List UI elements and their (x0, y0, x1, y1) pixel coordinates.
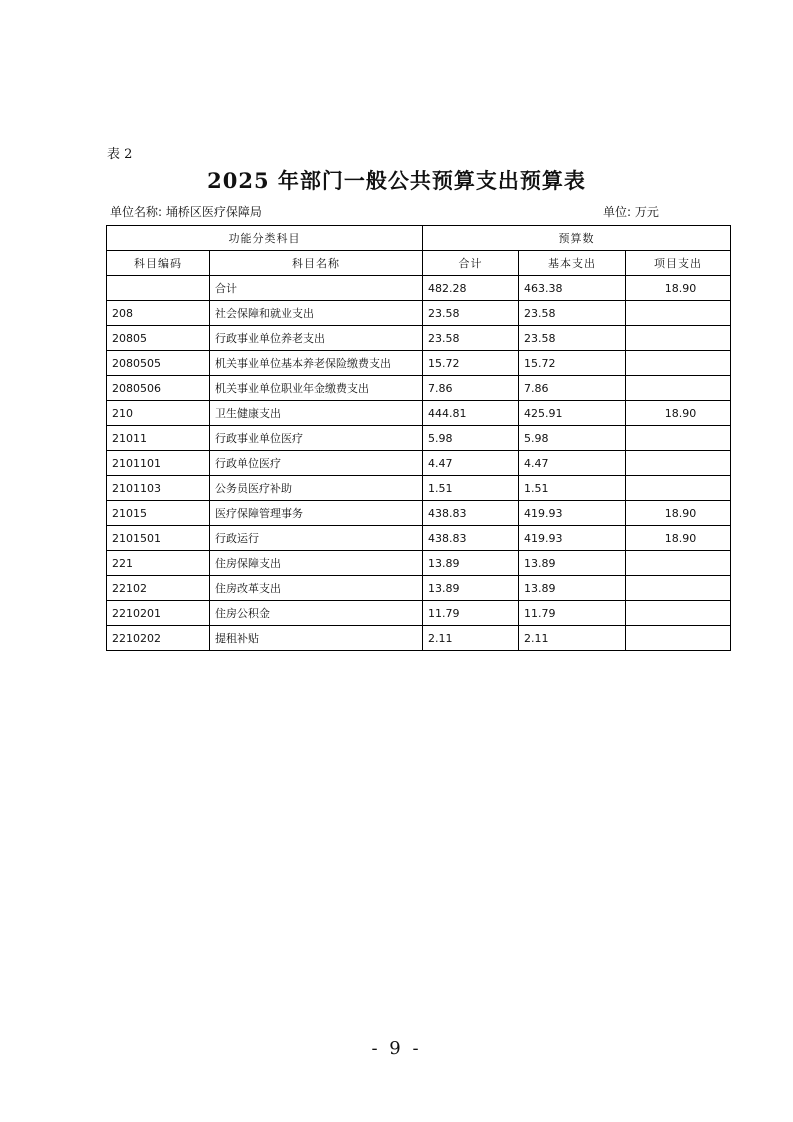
subject-code-cell: 221 (107, 551, 210, 576)
project-expenditure-cell (626, 551, 731, 576)
basic-expenditure-cell: 23.58 (519, 326, 626, 351)
table-row (107, 551, 731, 576)
page-number: - 9 - (371, 1038, 422, 1059)
header-budget-amount: 预算数 (423, 226, 731, 251)
project-expenditure-cell (626, 351, 731, 376)
subject-name-cell: 医疗保障管理事务 (210, 501, 423, 526)
subject-name-cell: 行政运行 (210, 526, 423, 551)
total-cell: 438.83 (423, 526, 519, 551)
basic-expenditure-cell: 15.72 (519, 351, 626, 376)
subject-code-cell: 22102 (107, 576, 210, 601)
project-expenditure-cell: 18.90 (626, 526, 731, 551)
project-expenditure-cell (626, 451, 731, 476)
subject-name-cell: 住房保障支出 (210, 551, 423, 576)
project-expenditure-cell: 18.90 (626, 401, 731, 426)
subject-code-cell: 2210201 (107, 601, 210, 626)
subject-name-cell: 公务员医疗补助 (210, 476, 423, 501)
table-row (107, 576, 731, 601)
table-row (107, 626, 731, 651)
total-cell: 482.28 (423, 276, 519, 301)
subject-name-cell: 合计 (210, 276, 423, 301)
basic-expenditure-cell: 2.11 (519, 626, 626, 651)
subject-name-cell: 机关事业单位职业年金缴费支出 (210, 376, 423, 401)
subject-code-cell: 2210202 (107, 626, 210, 651)
basic-expenditure-cell: 463.38 (519, 276, 626, 301)
subject-code-cell (107, 276, 210, 301)
table-subheader-row (107, 251, 731, 276)
total-cell: 11.79 (423, 601, 519, 626)
project-expenditure-cell (626, 476, 731, 501)
subject-name-cell: 机关事业单位基本养老保险缴费支出 (210, 351, 423, 376)
total-cell: 7.86 (423, 376, 519, 401)
unit-name-label: 单位名称: 埇桥区医疗保障局 (110, 205, 262, 219)
table-label: 表 2 (107, 147, 133, 162)
subject-name-cell: 社会保障和就业支出 (210, 301, 423, 326)
total-cell: 2.11 (423, 626, 519, 651)
basic-expenditure-cell: 13.89 (519, 551, 626, 576)
table-row (107, 601, 731, 626)
currency-unit-label: 单位: 万元 (603, 205, 659, 219)
subject-code-cell: 2080505 (107, 351, 210, 376)
table-row (107, 301, 731, 326)
total-cell: 444.81 (423, 401, 519, 426)
total-cell: 13.89 (423, 576, 519, 601)
table-row (107, 526, 731, 551)
header-basic-expenditure: 基本支出 (519, 251, 626, 276)
subject-code-cell: 21011 (107, 426, 210, 451)
basic-expenditure-cell: 425.91 (519, 401, 626, 426)
header-subject-name: 科目名称 (210, 251, 423, 276)
total-cell: 438.83 (423, 501, 519, 526)
basic-expenditure-cell: 23.58 (519, 301, 626, 326)
header-functional-category: 功能分类科目 (107, 226, 423, 251)
subject-code-cell: 2101501 (107, 526, 210, 551)
subject-name-cell: 行政单位医疗 (210, 451, 423, 476)
table-row (107, 326, 731, 351)
table-row (107, 276, 731, 301)
basic-expenditure-cell: 419.93 (519, 526, 626, 551)
project-expenditure-cell (626, 426, 731, 451)
subject-code-cell: 20805 (107, 326, 210, 351)
total-cell: 5.98 (423, 426, 519, 451)
header-total: 合计 (423, 251, 519, 276)
subject-name-cell: 行政事业单位医疗 (210, 426, 423, 451)
table-row (107, 451, 731, 476)
basic-expenditure-cell: 7.86 (519, 376, 626, 401)
total-cell: 1.51 (423, 476, 519, 501)
basic-expenditure-cell: 419.93 (519, 501, 626, 526)
basic-expenditure-cell: 5.98 (519, 426, 626, 451)
total-cell: 4.47 (423, 451, 519, 476)
page-title: 2025 年部门一般公共预算支出预算表 (207, 168, 586, 193)
table-body (107, 276, 731, 651)
subject-name-cell: 住房改革支出 (210, 576, 423, 601)
subject-code-cell: 21015 (107, 501, 210, 526)
subject-name-cell: 住房公积金 (210, 601, 423, 626)
project-expenditure-cell (626, 326, 731, 351)
header-subject-code: 科目编码 (107, 251, 210, 276)
subject-code-cell: 2080506 (107, 376, 210, 401)
basic-expenditure-cell: 1.51 (519, 476, 626, 501)
basic-expenditure-cell: 4.47 (519, 451, 626, 476)
table-row (107, 376, 731, 401)
table-row (107, 351, 731, 376)
basic-expenditure-cell: 13.89 (519, 576, 626, 601)
subject-code-cell: 2101103 (107, 476, 210, 501)
project-expenditure-cell (626, 601, 731, 626)
total-cell: 23.58 (423, 301, 519, 326)
project-expenditure-cell (626, 301, 731, 326)
subject-code-cell: 208 (107, 301, 210, 326)
table-row (107, 401, 731, 426)
table-row (107, 501, 731, 526)
table-row (107, 426, 731, 451)
table-header-row (107, 226, 731, 251)
project-expenditure-cell (626, 376, 731, 401)
table-row (107, 476, 731, 501)
subject-name-cell: 提租补贴 (210, 626, 423, 651)
project-expenditure-cell (626, 626, 731, 651)
budget-table (106, 225, 731, 651)
project-expenditure-cell (626, 576, 731, 601)
project-expenditure-cell: 18.90 (626, 501, 731, 526)
header-project-expenditure: 项目支出 (626, 251, 731, 276)
subject-name-cell: 行政事业单位养老支出 (210, 326, 423, 351)
total-cell: 13.89 (423, 551, 519, 576)
total-cell: 23.58 (423, 326, 519, 351)
subject-name-cell: 卫生健康支出 (210, 401, 423, 426)
subject-code-cell: 2101101 (107, 451, 210, 476)
basic-expenditure-cell: 11.79 (519, 601, 626, 626)
project-expenditure-cell: 18.90 (626, 276, 731, 301)
total-cell: 15.72 (423, 351, 519, 376)
subject-code-cell: 210 (107, 401, 210, 426)
